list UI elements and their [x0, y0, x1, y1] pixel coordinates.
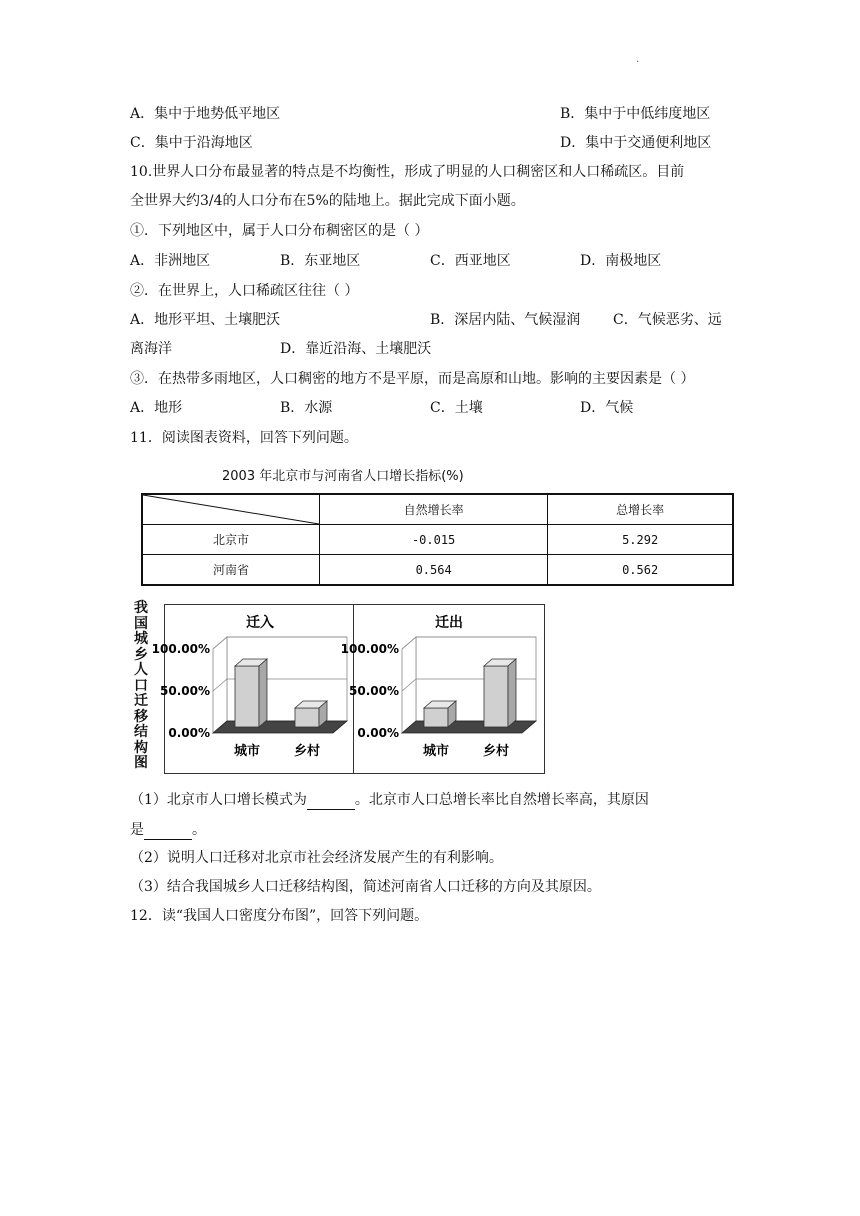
q9-options-row2: [130, 133, 712, 153]
q11-sub1-part-d: 。: [192, 822, 206, 838]
header-natural-rate: 自然增长率: [320, 494, 548, 525]
q10-sub3-option-a: A．地形: [130, 400, 183, 416]
q10-sub2-option-b: B．深居内陆、气候湿润: [430, 312, 581, 328]
q11-sub1-part-c: 是: [130, 822, 144, 838]
chart-title: 迁出: [435, 615, 463, 631]
row-total-value: 0.562: [548, 555, 733, 586]
q10-sub3-option-b: B．水源: [280, 400, 333, 416]
table-header-row: [142, 494, 733, 525]
q9-option-b: B．集中于中低纬度地区: [560, 106, 711, 122]
table-title: 2003 年北京市与河南省人口增长指标(%): [222, 469, 464, 484]
chart-floor: [213, 721, 347, 733]
chart-title: 迁入: [246, 615, 274, 631]
q10-sub3-option-c: C．土壤: [430, 400, 483, 416]
q11-stem: 11．阅读图表资料，回答下列问题。: [130, 430, 358, 446]
diagonal-line: [143, 495, 319, 524]
q10-sub2-option-c-cont: 离海洋: [130, 341, 172, 357]
header-total-rate: 总增长率: [548, 494, 733, 525]
header-dot: .: [636, 54, 640, 65]
chart-out-migration: [340, 604, 545, 774]
q11-sub1-line2: [130, 820, 206, 840]
answer-blank-1[interactable]: [307, 795, 355, 810]
q10-sub2-option-c: C．气候恶劣、远: [613, 312, 722, 328]
table-diagonal-cell: [142, 494, 320, 525]
y-tick-label: 0.00%: [357, 726, 399, 740]
y-tick-label: 50.00%: [160, 684, 210, 698]
row-name: 北京市: [142, 525, 320, 555]
q9-option-d: D．集中于交通便利地区: [560, 135, 712, 151]
q10-stem-line2: 全世界大约3/4的人口分布在5%的陆地上。据此完成下面小题。: [130, 193, 525, 209]
x-category-label: 乡村: [482, 744, 510, 759]
bar-side: [259, 659, 267, 727]
q12-stem: 12．读“我国人口密度分布图”，回答下列问题。: [130, 908, 429, 924]
row-total-value: 5.292: [548, 525, 733, 555]
chart-out-svg: [340, 605, 544, 773]
q10-sub1-option-b: B．东亚地区: [280, 253, 361, 269]
q10-sub3-option-d: D．气候: [580, 400, 634, 416]
bar-front: [295, 708, 319, 727]
q10-stem-line1: 10.世界人口分布最显著的特点是不均衡性，形成了明显的人口稠密区和人口稀疏区。目前: [130, 164, 685, 180]
chart-in-migration: [151, 604, 356, 774]
y-tick-label: 0.00%: [168, 726, 210, 740]
x-category-label: 城市: [422, 744, 450, 759]
q11-sub2: （2）说明人口迁移对北京市社会经济发展产生的有利影响。: [130, 850, 503, 866]
q11-sub3: （3）结合我国城乡人口迁移结构图，简述河南省人口迁移的方向及其原因。: [130, 879, 601, 895]
row-natural-value: 0.564: [320, 555, 548, 586]
q10-sub1-option-d: D．南极地区: [580, 253, 662, 269]
bar-side: [508, 659, 516, 727]
q10-sub2-question: ②．在世界上，人口稀疏区往往（ ）: [130, 283, 359, 299]
table-row: [142, 555, 733, 586]
q10-sub1-option-c: C．西亚地区: [430, 253, 511, 269]
x-category-label: 城市: [233, 744, 261, 759]
chart-in-svg: [151, 605, 355, 773]
bar-front: [484, 666, 508, 727]
chart-bar: [295, 701, 327, 727]
chart-bar: [235, 659, 267, 727]
q11-sub1-line1: [130, 790, 649, 810]
population-growth-table: [141, 493, 734, 586]
bar-front: [424, 708, 448, 727]
x-category-label: 乡村: [293, 744, 321, 759]
y-tick-label: 50.00%: [349, 684, 399, 698]
chart-bar: [424, 701, 456, 727]
chart-floor: [402, 721, 536, 733]
answer-blank-2[interactable]: [144, 825, 192, 840]
q9-options-row1: [130, 104, 711, 124]
q10-sub1-question: ①．下列地区中，属于人口分布稠密区的是（ ）: [130, 223, 429, 239]
q11-sub1-part-a: （1）北京市人口增长模式为: [130, 792, 307, 808]
migration-chart-label: 我国城乡人口迁移结构图: [134, 600, 148, 771]
row-name: 河南省: [142, 555, 320, 586]
row-natural-value: -0.015: [320, 525, 548, 555]
q11-sub1-part-b: 。北京市人口总增长率比自然增长率高，其原因: [354, 792, 649, 808]
q9-option-a: A．集中于地势低平地区: [130, 106, 281, 122]
q9-option-c: C．集中于沿海地区: [130, 135, 253, 151]
chart-bar: [484, 659, 516, 727]
bar-front: [235, 666, 259, 727]
q10-sub2-option-d: D．靠近沿海、土壤肥沃: [280, 341, 432, 357]
table-row: [142, 525, 733, 555]
q10-sub3-question: ③．在热带多雨地区，人口稠密的地方不是平原，而是高原和山地。影响的主要因素是（ ）: [130, 371, 695, 387]
q10-sub1-option-a: A．非洲地区: [130, 253, 211, 269]
y-tick-label: 100.00%: [151, 642, 210, 656]
q10-sub2-option-a: A．地形平坦、土壤肥沃: [130, 312, 281, 328]
y-tick-label: 100.00%: [340, 642, 399, 656]
